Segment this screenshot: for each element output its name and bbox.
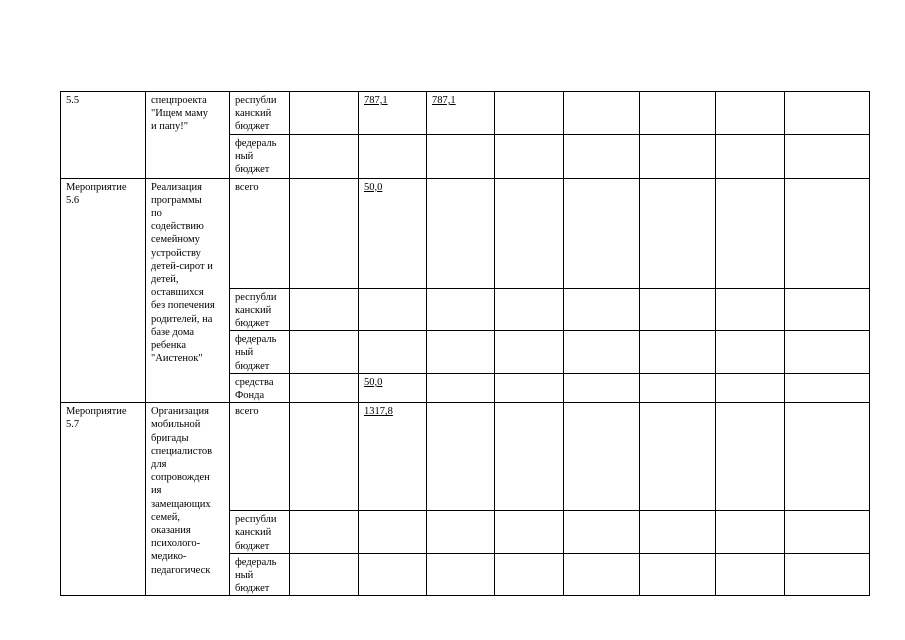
measure-name-cell: Реализация программы по содействию семейному устройству детей-сирот и детей, оставшихся без попечения родителей, на базе дома ребенка "Аистенок" [146,178,230,403]
measure-name-cell: Организация мобильной бригады специалистов для сопровожден ия замещающих семей, оказания психолого- медико- педагогическ [146,403,230,596]
funding-source-cell: всего [230,178,290,288]
value-cell [716,134,785,178]
measure-number-cell: 5.5 [61,92,146,179]
value-cell [290,331,359,374]
value-cell [716,403,785,511]
value-cell [495,288,564,331]
value-cell [290,178,359,288]
funding-source-cell: федераль ный бюджет [230,331,290,374]
budget-table [60,91,870,596]
value-cell [785,553,870,596]
value-cell [716,553,785,596]
value-cell [290,288,359,331]
value-cell [290,373,359,402]
value-cell [564,178,640,288]
value-cell [290,134,359,178]
value-cell [359,373,427,402]
value-cell [785,288,870,331]
value-cell [564,331,640,374]
value-cell [359,403,427,511]
value-cell [495,134,564,178]
value-cell [427,403,495,511]
value-cell [785,178,870,288]
value-cell [640,178,716,288]
value-cell [785,92,870,135]
value-cell [716,92,785,135]
amount-value: 50,0 [364,181,383,193]
value-cell [427,134,495,178]
amount-value: 787,1 [364,95,388,106]
amount-value: 50,0 [364,376,383,388]
value-cell [640,288,716,331]
value-cell [640,92,716,135]
value-cell [359,331,427,374]
value-cell [785,331,870,374]
value-cell [495,511,564,554]
value-cell [359,178,427,288]
value-cell [716,511,785,554]
value-cell [564,134,640,178]
value-cell [716,331,785,374]
value-cell [640,511,716,554]
value-cell [785,373,870,402]
value-cell [495,373,564,402]
value-cell [785,511,870,554]
value-cell [564,403,640,511]
funding-source-cell: федераль ный бюджет [230,134,290,178]
value-cell [785,403,870,511]
value-cell [640,134,716,178]
value-cell [427,511,495,554]
value-cell [495,403,564,511]
measure-number-cell: Мероприятие 5.6 [61,178,146,403]
value-cell [564,511,640,554]
funding-source-cell: республи канский бюджет [230,511,290,554]
value-cell [495,331,564,374]
value-cell [290,92,359,135]
value-cell [290,403,359,511]
funding-source-cell: средства Фонда [230,373,290,402]
value-cell [716,288,785,331]
value-cell [427,373,495,402]
funding-source-cell: республи канский бюджет [230,92,290,135]
value-cell [427,553,495,596]
value-cell [640,403,716,511]
value-cell [716,373,785,402]
amount-value: 787,1 [432,95,456,106]
value-cell [427,331,495,374]
amount-value: 1317,8 [364,406,393,418]
table-row [61,178,870,288]
value-cell [427,288,495,331]
value-cell [564,373,640,402]
measure-number-cell: Мероприятие 5.7 [61,403,146,596]
value-cell [495,178,564,288]
value-cell [359,92,427,135]
value-cell [427,178,495,288]
value-cell [564,553,640,596]
table-row [61,92,870,135]
value-cell [640,331,716,374]
value-cell [495,92,564,135]
value-cell [359,511,427,554]
value-cell [785,134,870,178]
value-cell [290,553,359,596]
value-cell [495,553,564,596]
value-cell [564,288,640,331]
funding-source-cell: федераль ный бюджет [230,553,290,596]
value-cell [359,288,427,331]
value-cell [640,373,716,402]
value-cell [564,92,640,135]
value-cell [640,553,716,596]
value-cell [716,178,785,288]
funding-source-cell: всего [230,403,290,511]
value-cell [290,511,359,554]
value-cell [427,92,495,135]
value-cell [359,553,427,596]
value-cell [359,134,427,178]
measure-name-cell: спецпроекта "Ищем маму и папу!" [146,92,230,179]
table-row [61,403,870,511]
funding-source-cell: республи канский бюджет [230,288,290,331]
